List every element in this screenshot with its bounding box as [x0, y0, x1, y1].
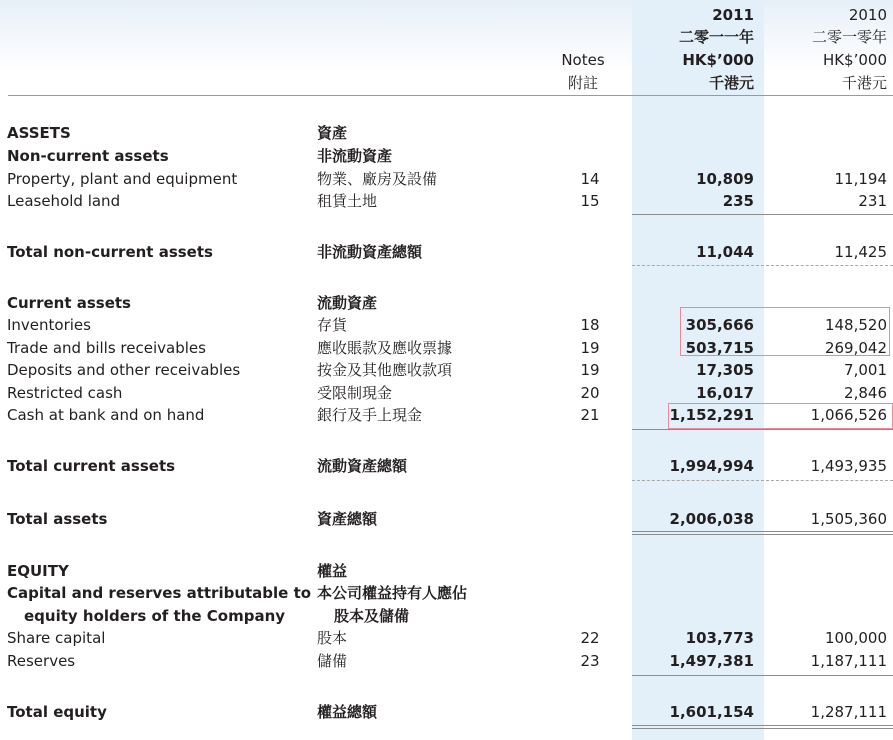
row-equity-heading — [0, 560, 893, 582]
row-label-zh: 受限制現金 — [317, 384, 393, 402]
row-value-2011: 2,006,038 — [669, 510, 754, 528]
row-reserves — [0, 650, 893, 672]
row-value-2011: 1,497,381 — [669, 652, 754, 670]
row-total-non-current-assets — [0, 241, 893, 263]
row-label-zh: 資產總額 — [317, 510, 378, 528]
row-value-2010: 1,066,526 — [810, 406, 887, 424]
notes-zh-header: 附註 — [567, 74, 598, 92]
row-value-2010: 269,042 — [824, 339, 887, 357]
row-note: 19 — [580, 339, 600, 357]
row-total-equity — [0, 701, 893, 723]
double-rule — [632, 531, 893, 535]
subtotal-rule — [632, 214, 893, 215]
row-value-2011: 17,305 — [696, 361, 754, 379]
row-value-2010: 148,520 — [824, 316, 887, 334]
subtotal-rule — [632, 429, 893, 430]
notes-header: Notes — [561, 51, 605, 69]
row-value-2010: 2,846 — [844, 384, 887, 402]
dashed-rule — [632, 265, 893, 266]
row-value-2010: 11,194 — [834, 170, 887, 188]
row-note: 22 — [580, 629, 600, 647]
highlight-box-cash — [668, 403, 893, 429]
double-rule — [632, 725, 893, 729]
row-label-en: Total non-current assets — [7, 243, 213, 261]
row-assets-heading — [0, 122, 893, 144]
row-label-en: Capital and reserves attributable to — [7, 584, 312, 602]
row-note: 23 — [580, 652, 600, 670]
row-label-en: Property, plant and equipment — [7, 170, 238, 188]
row-value-2010: 1,505,360 — [810, 510, 887, 528]
dashed-rule — [632, 480, 893, 481]
row-label-zh: 權益 — [317, 562, 348, 580]
row-value-2010: 11,425 — [834, 243, 887, 261]
header-divider — [8, 95, 893, 96]
row-note: 18 — [580, 316, 600, 334]
row-value-2010: 1,287,111 — [810, 703, 887, 721]
row-label-zh: 非流動資產 — [317, 147, 393, 165]
row-note: 15 — [580, 192, 600, 210]
row-label-zh: 銀行及手上現金 — [317, 406, 423, 424]
row-total-current-assets — [0, 455, 893, 477]
year-2010-header: 2010 — [848, 6, 887, 24]
row-share-capital — [0, 627, 893, 649]
row-value-2011: 235 — [722, 192, 754, 210]
row-value-2011: 16,017 — [696, 384, 754, 402]
row-label-en: Current assets — [7, 294, 131, 312]
row-label-zh: 儲備 — [317, 652, 348, 670]
row-value-2011: 103,773 — [685, 629, 754, 647]
unit-2010-header: HK$’000 — [822, 51, 887, 69]
row-leasehold-land — [0, 190, 893, 212]
year-2010-zh-header: 二零一零年 — [811, 28, 887, 46]
unit-2010-zh-header: 千港元 — [841, 74, 887, 92]
row-value-2010: 1,187,111 — [810, 652, 887, 670]
row-label-en: ASSETS — [7, 124, 71, 142]
row-value-2011: 1,601,154 — [669, 703, 754, 721]
year-2011-header: 2011 — [712, 6, 754, 24]
row-value-2011: 503,715 — [685, 339, 754, 357]
row-note: 14 — [580, 170, 600, 188]
row-label-en: Inventories — [7, 316, 91, 334]
row-label-zh: 流動資產總額 — [317, 457, 408, 475]
row-capital-reserves-heading — [0, 582, 893, 604]
unit-2011-header: HK$’000 — [682, 51, 754, 69]
row-ppe — [0, 168, 893, 190]
highlight-box-receivables — [680, 307, 890, 356]
row-note: 20 — [580, 384, 600, 402]
row-value-2010: 231 — [858, 192, 887, 210]
row-label-en: equity holders of the Company — [24, 607, 286, 625]
row-total-assets — [0, 508, 893, 530]
row-label-en: Total current assets — [7, 457, 176, 475]
row-label-en: Trade and bills receivables — [7, 339, 206, 357]
row-value-2011: 10,809 — [696, 170, 754, 188]
row-label-en: Deposits and other receivables — [7, 361, 241, 379]
row-value-2010: 7,001 — [844, 361, 887, 379]
subtotal-rule — [632, 675, 893, 676]
row-value-2010: 100,000 — [824, 629, 887, 647]
row-label-zh: 存貨 — [317, 316, 348, 334]
row-label-zh: 按金及其他應收款項 — [317, 361, 453, 379]
unit-2011-zh-header: 千港元 — [708, 74, 754, 92]
row-label-zh: 本公司權益持有人應佔 — [317, 584, 468, 602]
row-label-zh: 物業、廠房及設備 — [317, 170, 438, 188]
row-deposits-receivables — [0, 359, 893, 381]
row-label-zh: 資產 — [317, 124, 348, 142]
row-label-en: Leasehold land — [7, 192, 121, 210]
row-label-zh: 非流動資產總額 — [317, 243, 423, 261]
row-label-en: Total equity — [7, 703, 107, 721]
row-equity-holders-heading — [0, 605, 893, 627]
row-label-en: Share capital — [7, 629, 106, 647]
row-label-en: Total assets — [7, 510, 108, 528]
row-label-en: Cash at bank and on hand — [7, 406, 205, 424]
row-label-zh: 租賃土地 — [317, 192, 378, 210]
row-label-zh: 流動資產 — [317, 294, 378, 312]
row-value-2011: 11,044 — [696, 243, 754, 261]
row-label-en: EQUITY — [7, 562, 69, 580]
year-2011-zh-header: 二零一一年 — [678, 28, 754, 46]
row-label-zh: 股本及儲備 — [334, 607, 410, 625]
row-label-zh: 應收賬款及應收票據 — [317, 339, 453, 357]
row-value-2010: 1,493,935 — [810, 457, 887, 475]
row-restricted-cash — [0, 382, 893, 404]
row-value-2011: 1,152,291 — [669, 406, 754, 424]
row-value-2011: 305,666 — [685, 316, 754, 334]
row-label-zh: 權益總額 — [317, 703, 378, 721]
row-label-en: Reserves — [7, 652, 76, 670]
row-note: 19 — [580, 361, 600, 379]
row-note: 21 — [580, 406, 600, 424]
row-label-zh: 股本 — [317, 629, 348, 647]
row-non-current-assets-heading — [0, 145, 893, 167]
row-value-2011: 1,994,994 — [669, 457, 754, 475]
row-label-en: Restricted cash — [7, 384, 123, 402]
row-label-en: Non-current assets — [7, 147, 169, 165]
